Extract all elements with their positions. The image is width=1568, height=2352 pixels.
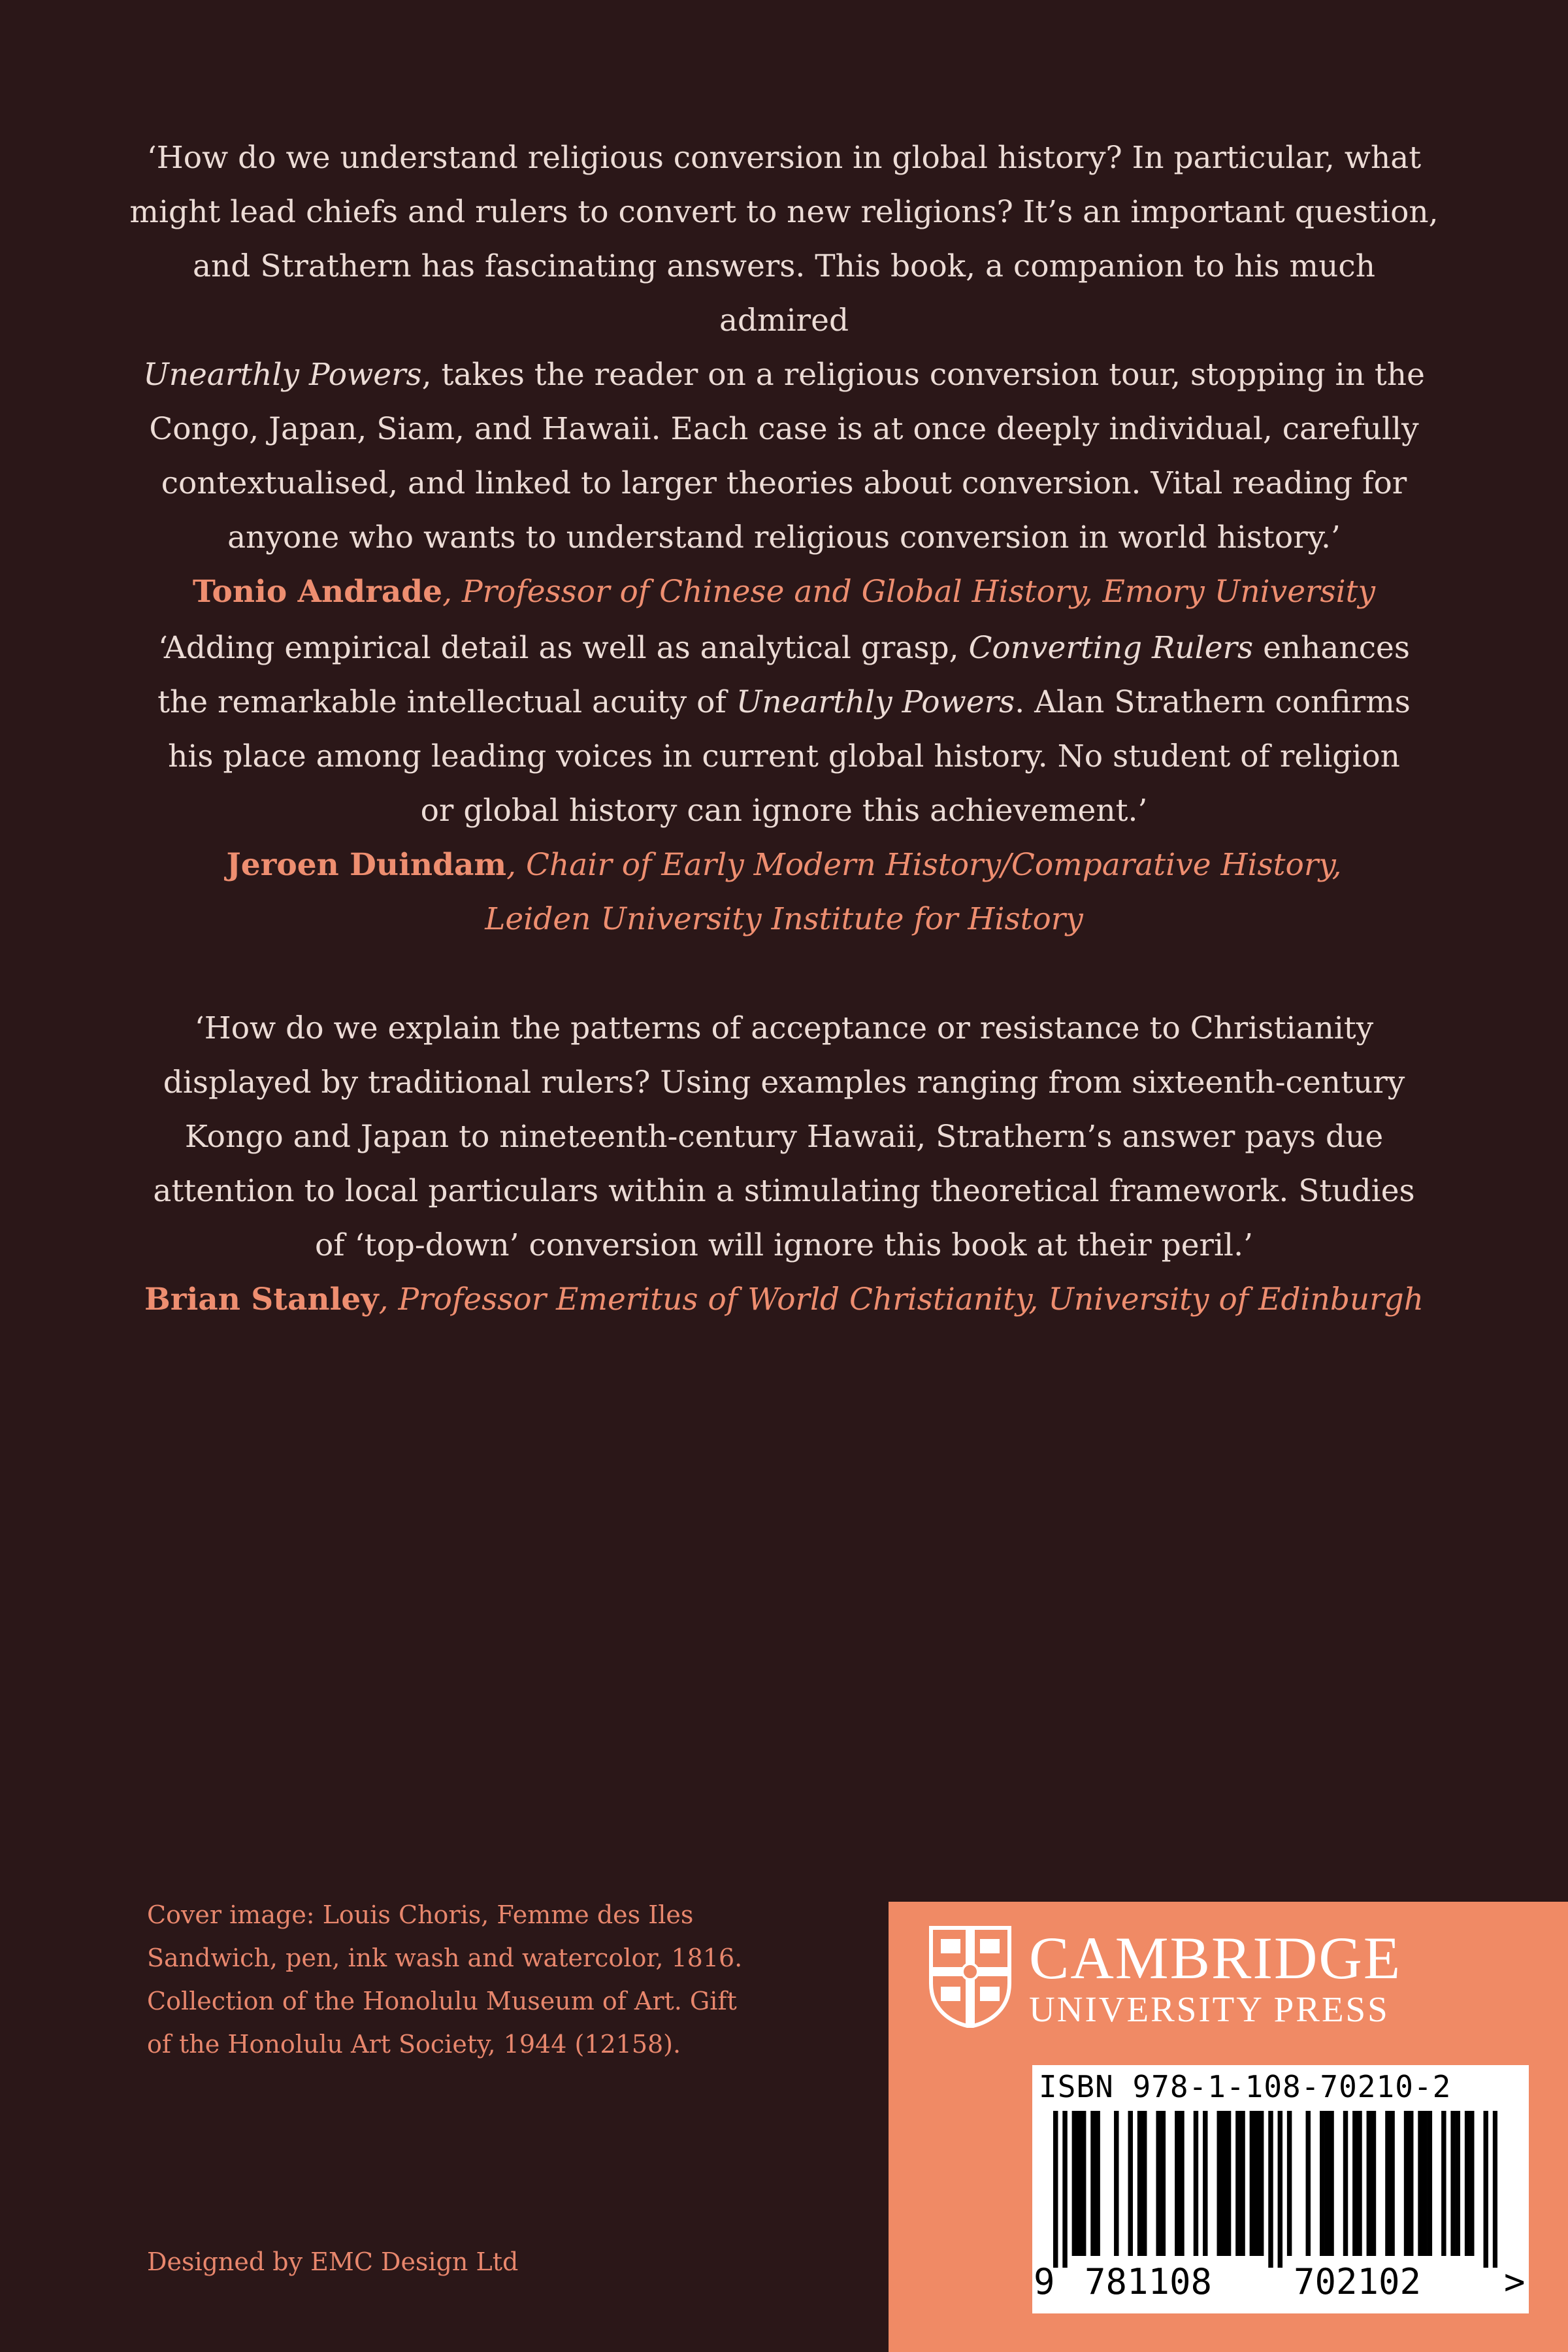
- barcode-bar: [1072, 2111, 1077, 2256]
- blurb-line: or global history can ignore this achievement.’: [420, 793, 1148, 829]
- barcode-bars: [1053, 2111, 1497, 2268]
- barcode-bar: [1175, 2111, 1179, 2256]
- barcode-bar: [1306, 2111, 1311, 2256]
- blurb-attribution-continued: [124, 892, 1444, 946]
- blurb-2: [124, 621, 1444, 946]
- barcode-bar: [1329, 2111, 1333, 2256]
- credit-line: Sandwich, pen, ink wash and watercolor, 1816.: [147, 1944, 743, 1972]
- reviewer-name: Brian Stanley: [144, 1282, 379, 1317]
- blurb-1: [124, 131, 1444, 619]
- blurb-attribution: [124, 838, 1444, 892]
- barcode-bar: [1469, 2111, 1474, 2256]
- reviewer-name: Tonio Andrade: [192, 574, 443, 610]
- barcode-bar: [1194, 2111, 1198, 2256]
- reviewer-name: Jeroen Duindam: [226, 847, 507, 883]
- credit-line: of the Honolulu Art Society, 1944 (12158).: [147, 2030, 681, 2059]
- barcode-bar: [1077, 2111, 1081, 2256]
- blurb-3: [124, 1001, 1444, 1327]
- designer-line: Designed by EMC Design Ltd: [147, 2247, 519, 2276]
- blurb-line: the remarkable intellectual acuity of Unearthly Powers. Alan Strathern confirms: [157, 684, 1411, 720]
- barcode-first-digit: 9: [1034, 2261, 1055, 2302]
- blurb-line: attention to local particulars within a stimulating theoretical framework. Studies: [153, 1173, 1415, 1209]
- barcode-bar: [1422, 2111, 1427, 2256]
- blurb-attribution: [124, 565, 1444, 619]
- blurb-line: displayed by traditional rulers? Using examples ranging from sixteenth-century: [163, 1065, 1405, 1101]
- reviewer-role-continued: Leiden University Institute for History: [485, 901, 1083, 937]
- barcode-bar: [1404, 2111, 1409, 2256]
- barcode-bar: [1090, 2111, 1095, 2256]
- barcode-bar: [1278, 2111, 1282, 2268]
- reviewer-role: , Chair of Early Modern History/Comparative History,: [506, 847, 1342, 883]
- barcode-bar: [1053, 2111, 1058, 2268]
- barcode-bar: [1250, 2111, 1254, 2256]
- barcode-bar: [1320, 2111, 1324, 2256]
- barcode: [1032, 2065, 1529, 2313]
- blurb-line: his place among leading voices in current global history. No student of religion: [168, 738, 1400, 774]
- blurb-line: anyone who wants to understand religious conversion in world history.’: [227, 520, 1341, 555]
- barcode-bar: [1128, 2111, 1133, 2256]
- barcode-bar: [1371, 2111, 1376, 2256]
- barcode-bar: [1137, 2111, 1142, 2256]
- barcode-bar: [1465, 2111, 1469, 2256]
- blurb-line: and Strathern has fascinating answers. This book, a companion to his much admired: [193, 248, 1375, 339]
- publisher-name: CAMBRIDGE: [1029, 1925, 1402, 1991]
- barcode-bar: [1367, 2111, 1371, 2256]
- barcode-bar: [1254, 2111, 1259, 2256]
- barcode-bar: [1409, 2111, 1413, 2256]
- reviewer-role: , Professor of Chinese and Global History, Emory University: [442, 574, 1376, 610]
- barcode-right-digits: 702102: [1294, 2261, 1422, 2302]
- barcode-bar: [1142, 2111, 1147, 2256]
- barcode-bar: [1324, 2111, 1329, 2256]
- blurb-attribution: [124, 1272, 1444, 1327]
- cover-image-credit: [147, 1893, 833, 2066]
- book-title: Unearthly Powers: [736, 684, 1015, 720]
- barcode-bar: [1441, 2111, 1446, 2256]
- blurb-line: Congo, Japan, Siam, and Hawaii. Each case is at once deeply individual, carefully: [149, 411, 1419, 447]
- barcode-bar: [1456, 2111, 1460, 2256]
- reviewer-role: , Professor Emeritus of World Christianity, University of Edinburgh: [378, 1282, 1424, 1317]
- credit-line: Cover image: Louis Choris, Femme des Iles: [147, 1900, 694, 1929]
- blurb-line: ‘How do we explain the patterns of acceptance or resistance to Christianity: [194, 1010, 1374, 1046]
- barcode-bar: [1179, 2111, 1184, 2256]
- barcode-bar: [1484, 2111, 1488, 2268]
- blurb-line: ‘How do we understand religious conversion in global history? In particular, what: [146, 140, 1422, 176]
- barcode-bar: [1226, 2111, 1231, 2256]
- barcode-bar: [1428, 2111, 1432, 2256]
- barcode-bar: [1081, 2111, 1086, 2256]
- barcode-bar: [1114, 2111, 1119, 2256]
- blurb-line: Unearthly Powers, takes the reader on a religious conversion tour, stopping in the: [143, 357, 1425, 393]
- barcode-bar: [1450, 2111, 1455, 2256]
- barcode-bar: [1217, 2111, 1222, 2256]
- blurb-line: ‘Adding empirical detail as well as analytical grasp, Converting Rulers enhances: [158, 630, 1410, 666]
- barcode-bar: [1235, 2111, 1240, 2256]
- blurb-line: of ‘top-down’ conversion will ignore this book at their peril.’: [315, 1227, 1253, 1263]
- blurb-line: might lead chiefs and rulers to convert to new religions? It’s an important question,: [129, 194, 1439, 230]
- blurb-line: contextualised, and linked to larger theories about conversion. Vital reading for: [161, 465, 1407, 501]
- publisher-logo: [1029, 1925, 1402, 2031]
- designer-credit: [147, 2240, 833, 2283]
- barcode-bar: [1268, 2111, 1273, 2268]
- barcode-bar: [1418, 2111, 1422, 2256]
- barcode-bar: [1222, 2111, 1226, 2256]
- credit-line: Collection of the Honolulu Museum of Art. Gift: [147, 1987, 737, 2015]
- barcode-bar: [1161, 2111, 1166, 2256]
- isbn-label: ISBN 978-1-108-70210-2: [1039, 2069, 1452, 2104]
- barcode-bar: [1357, 2111, 1362, 2256]
- cambridge-shield-icon: [928, 1925, 1013, 2028]
- blurb-line: Kongo and Japan to nineteenth-century Hawaii, Strathern’s answer pays due: [184, 1119, 1384, 1155]
- barcode-end-mark: >: [1504, 2261, 1526, 2302]
- book-title: Converting Rulers: [968, 630, 1254, 666]
- publisher-panel: [889, 1902, 1568, 2352]
- barcode-bar: [1259, 2111, 1264, 2256]
- book-title: Unearthly Powers: [143, 357, 422, 393]
- publisher-subname: UNIVERSITY PRESS: [1029, 1989, 1390, 2029]
- barcode-bar: [1156, 2111, 1160, 2256]
- barcode-bar: [1352, 2111, 1357, 2256]
- barcode-bar: [1343, 2111, 1348, 2256]
- barcode-bar: [1493, 2111, 1497, 2268]
- barcode-bar: [1203, 2111, 1207, 2256]
- barcode-bar: [1240, 2111, 1245, 2256]
- barcode-bar: [1390, 2111, 1394, 2256]
- barcode-bar: [1287, 2111, 1292, 2256]
- barcode-bar: [1062, 2111, 1067, 2268]
- barcode-left-digits: 781108: [1085, 2261, 1213, 2302]
- barcode-bar: [1095, 2111, 1100, 2256]
- barcode-bar: [1385, 2111, 1390, 2256]
